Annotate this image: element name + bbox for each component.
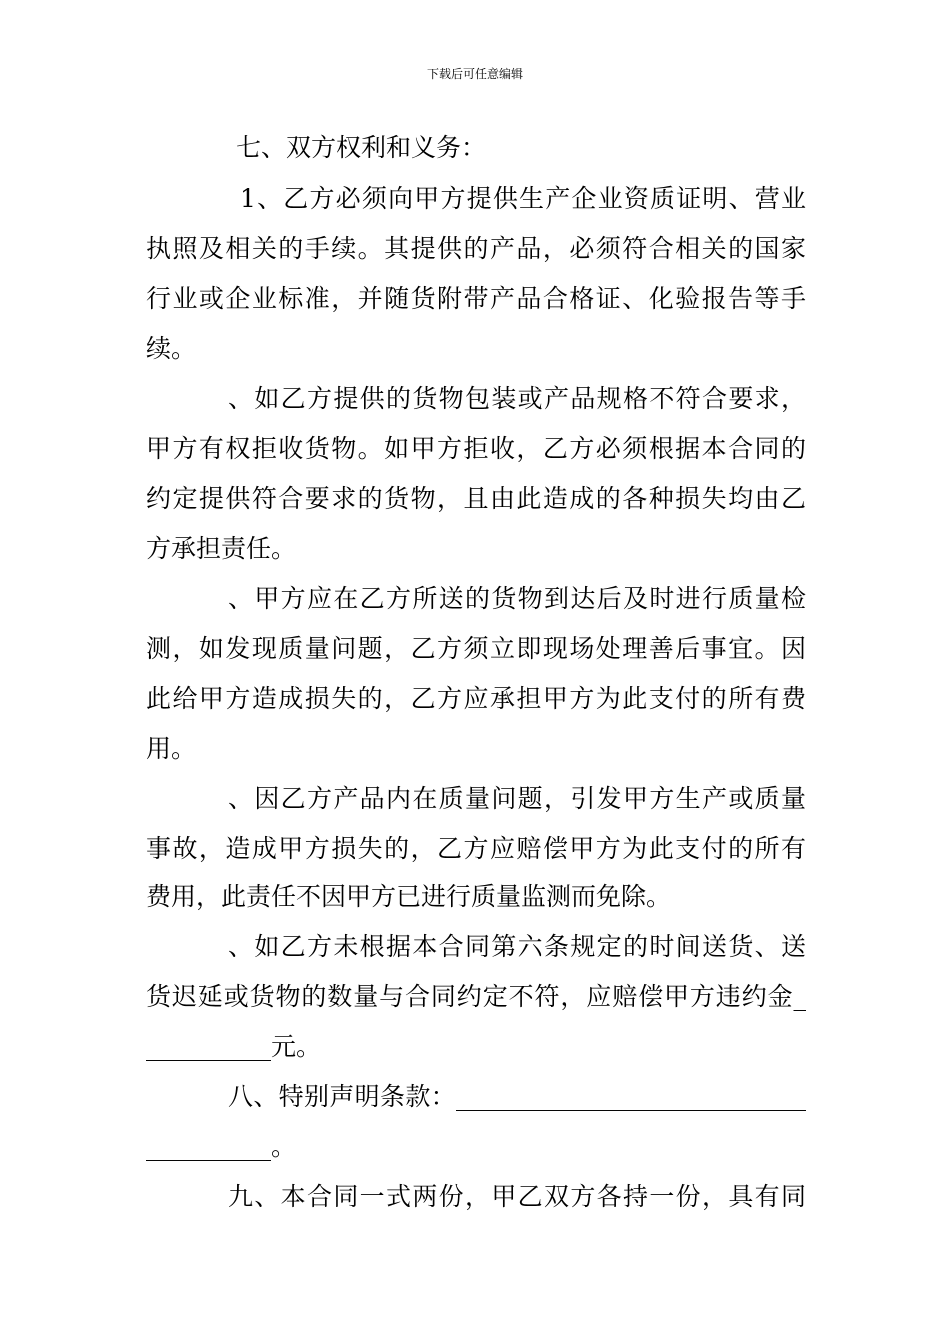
clause-1-line-1: 1、乙方必须向甲方提供生产企业资质证明、营业	[240, 184, 806, 213]
clause-2-line-1: 、如乙方提供的货物包装或产品规格不符合要求，	[228, 384, 806, 413]
clause-2-line-4: 方承担责任。	[146, 534, 297, 563]
clause-4-line-2: 事故，造成甲方损失的，乙方应赔偿甲方为此支付的所有	[146, 834, 806, 863]
section-eight-line-2: __________。	[146, 1132, 297, 1161]
clause-5-line-1: 、如乙方未根据本合同第六条规定的时间送货、送	[228, 932, 806, 961]
clause-4-line-3: 费用，此责任不因甲方已进行质量监测而免除。	[146, 882, 672, 911]
section-eight-line-1: 八、特别声明条款：____________________________	[228, 1082, 806, 1111]
page-header-note: 下载后可任意编辑	[426, 67, 523, 81]
clause-2-line-3: 约定提供符合要求的货物，且由此造成的各种损失均由乙	[146, 484, 806, 513]
clause-3-line-2: 测，如发现质量问题，乙方须立即现场处理善后事宜。因	[146, 634, 806, 663]
clause-4-line-1: 、因乙方产品内在质量问题，引发甲方生产或质量	[228, 784, 806, 813]
clause-1-line-2: 执照及相关的手续。其提供的产品，必须符合相关的国家	[146, 234, 806, 263]
clause-1-line-4: 续。	[146, 334, 197, 363]
clause-2-line-2: 甲方有权拒收货物。如甲方拒收，乙方必须根据本合同的	[146, 434, 806, 463]
clause-5-line-2: 货迟延或货物的数量与合同约定不符，应赔偿甲方违约金_	[146, 982, 806, 1011]
clause-3-line-1: 、甲方应在乙方所送的货物到达后及时进行质量检	[228, 584, 806, 613]
section-nine-line-1: 九、本合同一式两份，甲乙双方各持一份，具有同	[228, 1182, 806, 1211]
section-seven-heading: 七、双方权利和义务：	[236, 133, 487, 162]
clause-5-line-3: __________元。	[146, 1032, 322, 1061]
clause-3-line-3: 此给甲方造成损失的，乙方应承担甲方为此支付的所有费	[146, 684, 806, 713]
clause-3-line-4: 用。	[146, 734, 197, 763]
clause-1-line-3: 行业或企业标准，并随货附带产品合格证、化验报告等手	[146, 284, 806, 313]
